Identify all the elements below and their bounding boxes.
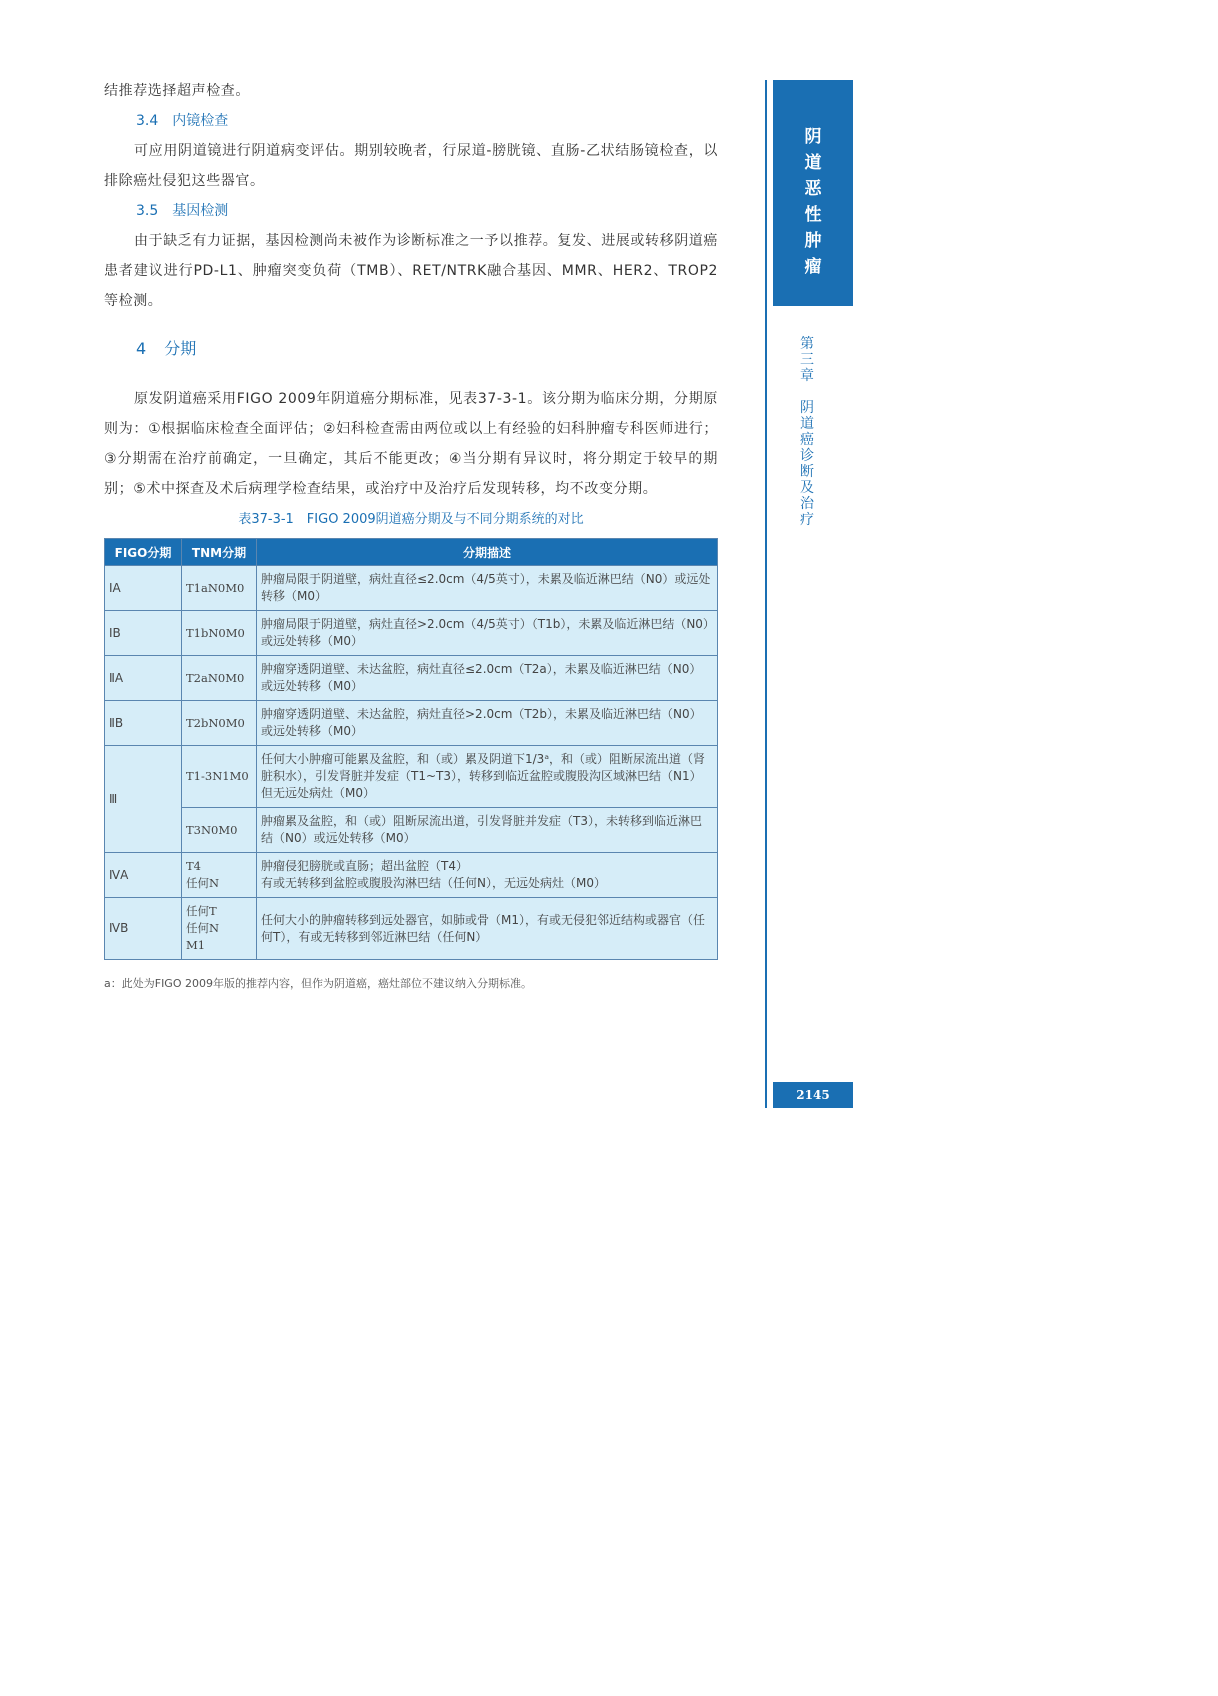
staging-table <box>104 538 718 960</box>
tnm-stage-cell: T3N0M0 <box>182 808 257 853</box>
column-header-tnm: TNM分期 <box>182 539 257 566</box>
stage-description-cell: 任何大小的肿瘤转移到远处器官，如肺或骨（M1），有或无侵犯邻近结构或器官（任何T），有或无转移到邻近淋巴结（任何N） <box>257 898 718 960</box>
main-content <box>104 76 718 992</box>
tnm-stage-cell: T4 任何N <box>182 853 257 898</box>
tnm-stage-cell: T2aN0M0 <box>182 656 257 701</box>
tnm-stage-cell: T2bN0M0 <box>182 701 257 746</box>
tnm-stage-cell: T1-3N1M0 <box>182 746 257 808</box>
table-row <box>105 611 718 656</box>
book-title-char: 瘤 <box>804 257 822 277</box>
chapter-side-label <box>797 336 817 528</box>
subsection-number: 3.5 <box>136 203 159 219</box>
sidebar-vertical-rule <box>765 80 767 1108</box>
chapter-title-char: 治 <box>800 496 814 512</box>
section-heading-4 <box>136 336 718 362</box>
table-caption: 表37-3-1 FIGO 2009阴道癌分期及与不同分期系统的对比 <box>238 512 584 527</box>
section-title: 分期 <box>164 339 197 358</box>
book-title-char: 恶 <box>804 179 822 199</box>
tnm-stage-cell: 任何T 任何N M1 <box>182 898 257 960</box>
section-number: 4 <box>136 339 147 358</box>
paragraph-endoscopy: 可应用阴道镜进行阴道病变评估。期别较晚者，行尿道-膀胱镜、直肠-乙状结肠镜检查，以排除癌灶侵犯这些器官。 <box>104 143 718 189</box>
table-row <box>105 853 718 898</box>
page-number: 2145 <box>773 1082 853 1108</box>
chapter-title-char: 阴 <box>800 400 814 416</box>
table-row <box>105 656 718 701</box>
table-row <box>105 898 718 960</box>
table-row <box>105 701 718 746</box>
stage-description-cell: 肿瘤局限于阴道壁，病灶直径≤2.0cm（4/5英寸），未累及临近淋巴结（N0）或远处转移（M0） <box>257 566 718 611</box>
stage-description-cell: 任何大小肿瘤可能累及盆腔，和（或）累及阴道下1/3ᵃ，和（或）阻断尿流出道（肾脏积水），引发肾脏并发症（T1~T3），转移到临近盆腔或腹股沟区域淋巴结（N1）但无远处病灶（M0） <box>257 746 718 808</box>
stage-description-cell: 肿瘤穿透阴道壁、未达盆腔，病灶直径≤2.0cm（T2a），未累及临近淋巴结（N0）或远处转移（M0） <box>257 656 718 701</box>
chapter-char: 三 <box>800 352 814 368</box>
paragraph-gene-testing: 由于缺乏有力证据，基因检测尚未被作为诊断标准之一予以推荐。复发、进展或转移阴道癌患者建议进行PD-L1、肿瘤突变负荷（TMB）、RET/NTRK融合基因、MMR、HER2、TROP2等检测。 <box>104 233 718 309</box>
chapter-title-char: 断 <box>800 464 814 480</box>
chapter-char: 章 <box>800 368 814 384</box>
table-row <box>105 746 718 808</box>
table-header-row <box>105 539 718 566</box>
tnm-stage-cell: T1bN0M0 <box>182 611 257 656</box>
figo-stage-cell: Ⅲ <box>105 746 182 853</box>
book-title-char: 阴 <box>804 127 822 147</box>
figo-stage-cell: ⅠB <box>105 611 182 656</box>
book-title-char: 肿 <box>804 231 822 251</box>
figo-stage-cell: ⅣA <box>105 853 182 898</box>
chapter-title-char: 诊 <box>800 448 814 464</box>
subsection-heading-3-5 <box>136 196 718 226</box>
stage-description-cell: 肿瘤累及盆腔，和（或）阻断尿流出道，引发肾脏并发症（T3），未转移到临近淋巴结（N0）或远处转移（M0） <box>257 808 718 853</box>
paragraph-staging: 原发阴道癌采用FIGO 2009年阴道癌分期标准，见表37-3-1。该分期为临床分期，分期原则为：①根据临床检查全面评估；②妇科检查需由两位或以上有经验的妇科肿瘤专科医师进行；③分期需在治疗前确定，一旦确定，其后不能更改；④当分期有异议时，将分期定于较早的期别；⑤术中探查及术后病理学检查结果，或治疗中及治疗后发现转移，均不改变分期。 <box>104 391 718 497</box>
stage-description-cell: 肿瘤局限于阴道壁，病灶直径>2.0cm（4/5英寸）（T1b），未累及临近淋巴结（N0）或远处转移（M0） <box>257 611 718 656</box>
chapter-title-char: 癌 <box>800 432 814 448</box>
chapter-char: 第 <box>800 336 814 352</box>
table-row <box>105 808 718 853</box>
stage-description-cell: 肿瘤侵犯膀胱或直肠；超出盆腔（T4） 有或无转移到盆腔或腹股沟淋巴结（任何N），无远处病灶（M0） <box>257 853 718 898</box>
book-title-box <box>773 80 853 306</box>
figo-stage-cell: ⅡA <box>105 656 182 701</box>
chapter-title-char: 及 <box>800 480 814 496</box>
figo-stage-cell: ⅣB <box>105 898 182 960</box>
table-row <box>105 566 718 611</box>
chapter-title-char: 道 <box>800 416 814 432</box>
paragraph-top: 结推荐选择超声检查。 <box>104 83 250 99</box>
subsection-number: 3.4 <box>136 113 159 129</box>
subsection-heading-3-4 <box>136 106 718 136</box>
chapter-title-char: 疗 <box>800 512 814 528</box>
book-title-char: 性 <box>804 205 822 225</box>
subsection-title: 基因检测 <box>172 203 229 219</box>
figo-stage-cell: ⅡB <box>105 701 182 746</box>
book-title-char: 道 <box>804 153 822 173</box>
table-footnote: a：此处为FIGO 2009年版的推荐内容，但作为阴道癌，癌灶部位不建议纳入分期标准。 <box>104 977 532 990</box>
figo-stage-cell: ⅠA <box>105 566 182 611</box>
column-header-figo: FIGO分期 <box>105 539 182 566</box>
column-header-description: 分期描述 <box>257 539 718 566</box>
stage-description-cell: 肿瘤穿透阴道壁、未达盆腔，病灶直径>2.0cm（T2b），未累及临近淋巴结（N0）或远处转移（M0） <box>257 701 718 746</box>
tnm-stage-cell: T1aN0M0 <box>182 566 257 611</box>
subsection-title: 内镜检查 <box>172 113 229 129</box>
